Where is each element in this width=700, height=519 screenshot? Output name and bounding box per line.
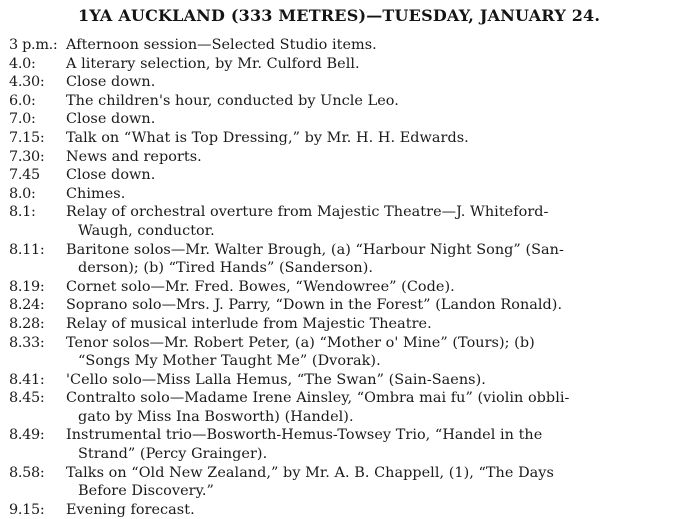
entry-line: Close down. <box>66 111 156 128</box>
schedule-entry <box>0 371 700 390</box>
entry-line-continuation: Waugh, conductor. <box>78 222 215 239</box>
schedule-entry <box>0 278 700 297</box>
schedule-entry <box>0 110 700 129</box>
entry-time: 8.28: <box>9 315 45 332</box>
entry-time: 8.41: <box>9 371 45 388</box>
entry-line: Relay of orchestral overture from Majestic Theatre—J. Whiteford- <box>66 204 549 221</box>
entry-time: 4.0: <box>9 55 36 72</box>
schedule-entry <box>0 129 700 148</box>
entry-line: The children's hour, conducted by Uncle Leo. <box>66 92 399 109</box>
entry-description <box>66 426 694 463</box>
schedule-entry <box>0 185 700 204</box>
entry-line-continuation: Before Discovery.” <box>78 483 214 500</box>
schedule-entry <box>0 73 700 92</box>
entry-description <box>66 166 694 185</box>
entry-time: 3 p.m.: <box>9 37 58 53</box>
schedule-entry <box>0 296 700 315</box>
entry-description <box>66 92 694 111</box>
schedule-entry <box>0 55 700 74</box>
entry-line: Soprano solo—Mrs. J. Parry, “Down in the Forest” (Landon Ronald). <box>66 297 563 314</box>
schedule-entry <box>0 389 700 426</box>
schedule-entry <box>0 203 700 240</box>
entry-description <box>66 73 694 92</box>
entry-time: 8.49: <box>9 427 45 444</box>
entry-line-continuation: Strand” (Percy Grainger). <box>78 446 268 463</box>
entry-time: 7.45 <box>9 167 40 184</box>
entry-line: Talk on “What is Top Dressing,” by Mr. H. H. Edwards. <box>66 129 469 146</box>
entry-line-continuation: derson); (b) “Tired Hands” (Sanderson). <box>78 260 374 277</box>
entry-time: 9.15: <box>9 501 45 518</box>
entry-time: 6.0: <box>9 92 36 109</box>
schedule-entry <box>0 241 700 278</box>
schedule-entry <box>0 426 700 463</box>
entry-description <box>66 501 694 519</box>
entry-line: 'Cello solo—Miss Lalla Hemus, “The Swan” (Sain-Saens). <box>66 371 486 388</box>
schedule-entry <box>0 464 700 501</box>
program-schedule <box>0 36 700 519</box>
entry-line: Close down. <box>66 167 156 184</box>
schedule-entry <box>0 148 700 167</box>
entry-description <box>66 464 694 501</box>
entry-line: Relay of musical interlude from Majestic Theatre. <box>66 315 432 332</box>
entry-time: 8.1: <box>9 204 36 221</box>
entry-line: Instrumental trio—Bosworth-Hemus-Towsey Trio, “Handel in the <box>66 427 543 444</box>
entry-description <box>66 241 694 278</box>
entry-line: Chimes. <box>66 185 126 202</box>
schedule-entry <box>0 36 700 55</box>
entry-time: 8.24: <box>9 297 45 314</box>
entry-line-continuation: gato by Miss Ina Bosworth) (Handel). <box>78 408 354 425</box>
entry-description <box>66 296 694 315</box>
entry-time: 7.0: <box>9 111 36 128</box>
entry-description <box>66 110 694 129</box>
entry-line: Baritone solos—Mr. Walter Brough, (a) “Harbour Night Song” (San- <box>66 241 564 258</box>
entry-line: News and reports. <box>66 148 202 165</box>
entry-description <box>66 55 694 74</box>
entry-line: Talks on “Old New Zealand,” by Mr. A. B. Chappell, (1), “The Days <box>66 464 554 481</box>
entry-time: 8.45: <box>9 390 45 407</box>
entry-description <box>66 185 694 204</box>
entry-description <box>66 129 694 148</box>
entry-line: Contralto solo—Madame Irene Ainsley, “Ombra mai fu” (violin obbli- <box>66 390 570 407</box>
entry-time: 8.11: <box>9 241 45 258</box>
entry-time: 8.19: <box>9 278 45 295</box>
entry-time: 8.58: <box>9 464 45 481</box>
entry-description <box>66 203 694 240</box>
entry-time: 8.33: <box>9 334 45 351</box>
entry-description <box>66 148 694 167</box>
entry-line: Tenor solos—Mr. Robert Peter, (a) “Mother o' Mine” (Tours); (b) <box>66 334 535 351</box>
entry-description <box>66 371 694 390</box>
entry-description <box>66 334 694 371</box>
schedule-entry <box>0 315 700 334</box>
station-heading: 1YA AUCKLAND (333 METRES)—TUESDAY, JANUARY 24. <box>78 6 601 25</box>
entry-line: Afternoon session—Selected Studio items. <box>66 37 377 53</box>
schedule-entry <box>0 92 700 111</box>
entry-time: 7.30: <box>9 148 45 165</box>
schedule-entry <box>0 501 700 519</box>
entry-time: 4.30: <box>9 74 45 91</box>
entry-time: 7.15: <box>9 129 45 146</box>
entry-time: 8.0: <box>9 185 36 202</box>
entry-description <box>66 278 694 297</box>
entry-line: Cornet solo—Mr. Fred. Bowes, “Wendowree” (Code). <box>66 278 455 295</box>
schedule-entry <box>0 334 700 371</box>
entry-line: A literary selection, by Mr. Culford Bell. <box>66 55 360 72</box>
entry-description <box>66 389 694 426</box>
entry-description <box>66 36 694 55</box>
entry-line: Evening forecast. <box>66 501 195 518</box>
entry-description <box>66 315 694 334</box>
entry-line: Close down. <box>66 74 156 91</box>
schedule-entry <box>0 166 700 185</box>
entry-line-continuation: “Songs My Mother Taught Me” (Dvorak). <box>78 353 381 370</box>
